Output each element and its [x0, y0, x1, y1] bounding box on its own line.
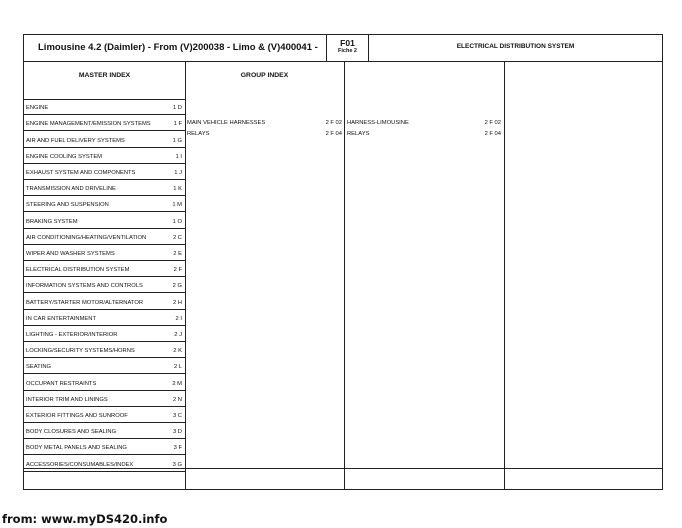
- master-index-code: 3 C: [172, 412, 182, 419]
- master-index-code: 3 F: [173, 445, 182, 452]
- sub-index-row[interactable]: [347, 119, 501, 127]
- sub-index-label: RELAYS: [347, 131, 370, 137]
- master-index-code: 1 O: [172, 218, 182, 225]
- master-index-label: WIPER AND WASHER SYSTEMS: [26, 250, 115, 257]
- master-index-code: 2 G: [172, 283, 182, 290]
- master-index-label: INTERIOR TRIM AND LININGS: [26, 396, 108, 403]
- master-index-code: 2 J: [174, 331, 182, 338]
- master-index-row[interactable]: [24, 391, 185, 407]
- master-index-label: BODY METAL PANELS AND SEALING: [26, 445, 127, 452]
- master-index-label: ELECTRICAL DISTRIBUTION SYSTEM: [26, 267, 130, 274]
- master-index-row[interactable]: [24, 115, 185, 131]
- master-index-code: 2 E: [173, 250, 182, 257]
- master-index-label: ENGINE: [26, 105, 49, 112]
- master-index-code: 1 D: [172, 105, 182, 112]
- group-index-heading: GROUP INDEX: [240, 72, 289, 79]
- master-index-row[interactable]: [24, 196, 185, 212]
- group-index-code: 2 F 04: [325, 131, 342, 137]
- sub-index-row[interactable]: [347, 130, 501, 138]
- group-index-row[interactable]: [187, 119, 342, 127]
- master-index-heading: MASTER INDEX: [78, 72, 131, 79]
- fiche-box: [326, 35, 369, 61]
- master-index-code: 3 D: [172, 429, 182, 436]
- master-index-row[interactable]: [24, 423, 185, 439]
- master-index-code: 3 G: [172, 461, 182, 468]
- master-index-label: ENGINE MANAGEMENT/EMISSION SYSTEMS: [26, 121, 151, 128]
- column-divider: [344, 62, 345, 489]
- master-index-code: 2 K: [173, 348, 182, 355]
- master-index-label: EXTERIOR FITTINGS AND SUNROOF: [26, 412, 128, 419]
- master-index-label: LIGHTING - EXTERIOR/INTERIOR: [26, 331, 118, 338]
- group-index-label: RELAYS: [187, 131, 210, 137]
- master-index-row[interactable]: [24, 212, 185, 228]
- master-index-row[interactable]: [24, 164, 185, 180]
- master-index-row[interactable]: [24, 439, 185, 455]
- column-divider: [185, 62, 186, 489]
- master-index-code: 2 F: [173, 267, 182, 274]
- sub-index-label: HARNESS-LIMOUSINE: [347, 120, 409, 126]
- master-index-label: INFORMATION SYSTEMS AND CONTROLS: [26, 283, 143, 290]
- master-index-row[interactable]: [24, 229, 185, 245]
- catalogue-page-frame: [23, 34, 663, 490]
- master-index-code: 1 M: [172, 202, 182, 209]
- bottom-rule: [24, 468, 662, 469]
- group-index-code: 2 F 02: [325, 120, 342, 126]
- sub-index-code: 2 F 04: [484, 131, 501, 137]
- master-index-code: 2 C: [172, 234, 182, 241]
- master-index-label: IN CAR ENTERTAINMENT: [26, 315, 96, 322]
- master-index-row[interactable]: [24, 358, 185, 374]
- master-index-label: TRANSMISSION AND DRIVELINE: [26, 186, 116, 193]
- master-index-row[interactable]: [24, 342, 185, 358]
- master-index-row[interactable]: [24, 293, 185, 309]
- master-index-row[interactable]: [24, 455, 185, 471]
- fiche-label: Fiche 2: [338, 48, 357, 54]
- master-index-row[interactable]: [24, 326, 185, 342]
- master-index-code: 1 I: [175, 153, 182, 160]
- master-index-row[interactable]: [24, 310, 185, 326]
- master-index-label: BODY CLOSURES AND SEALING: [26, 429, 117, 436]
- page-title: Limousine 4.2 (Daimler) - From (V)200038 - Limo & (V)400041 -: [38, 42, 318, 53]
- master-index-row[interactable]: [24, 148, 185, 164]
- master-index-row[interactable]: [24, 407, 185, 423]
- master-index-row[interactable]: [24, 245, 185, 261]
- group-index-label: MAIN VEHICLE HARNESSES: [187, 120, 266, 126]
- master-index-label: LOCKING/SECURITY SYSTEMS/HORNS: [26, 348, 135, 355]
- master-index-code: 2 H: [172, 299, 182, 306]
- master-index-label: AIR CONDITIONING/HEATING/VENTILATION: [26, 234, 147, 241]
- master-index-label: AIR AND FUEL DELIVERY SYSTEMS: [26, 137, 125, 144]
- master-index-row[interactable]: [24, 180, 185, 196]
- master-index-label: BATTERY/STARTER MOTOR/ALTERNATOR: [26, 299, 144, 306]
- master-index-label: SEATING: [26, 364, 52, 371]
- watermark-footer: from: www.myDS420.info: [2, 512, 168, 526]
- master-index-row[interactable]: [24, 261, 185, 277]
- sub-index-code: 2 F 02: [484, 120, 501, 126]
- master-index-code: 1 K: [173, 186, 182, 193]
- master-index-row[interactable]: [24, 374, 185, 390]
- system-title: ELECTRICAL DISTRIBUTION SYSTEM: [456, 43, 575, 50]
- page-header: [24, 35, 662, 62]
- master-index-row[interactable]: [24, 99, 185, 115]
- master-index-label: BRAKING SYSTEM: [26, 218, 78, 225]
- master-index-label: ACCESSORIES/CONSUMABLES/INDEX: [26, 461, 134, 468]
- master-index-label: EXHAUST SYSTEM AND COMPONENTS: [26, 169, 136, 176]
- master-index-code: 2 L: [173, 364, 182, 371]
- master-index-code: 1 G: [172, 137, 182, 144]
- master-index-code: 2 I: [175, 315, 182, 322]
- master-index-code: 2 N: [172, 396, 182, 403]
- master-index-code: 1 J: [174, 169, 182, 176]
- fiche-code: F01: [340, 38, 355, 48]
- master-index-code: 2 M: [172, 380, 182, 387]
- master-index-label: ENGINE COOLING SYSTEM: [26, 153, 103, 160]
- master-index-label: OCCUPANT RESTRAINTS: [26, 380, 97, 387]
- master-index-row[interactable]: [24, 131, 185, 147]
- group-index-row[interactable]: [187, 130, 342, 138]
- master-index-code: 1 F: [173, 121, 182, 128]
- column-divider: [504, 62, 505, 489]
- master-index-label: STEERING AND SUSPENSION: [26, 202, 109, 209]
- master-index-row[interactable]: [24, 277, 185, 293]
